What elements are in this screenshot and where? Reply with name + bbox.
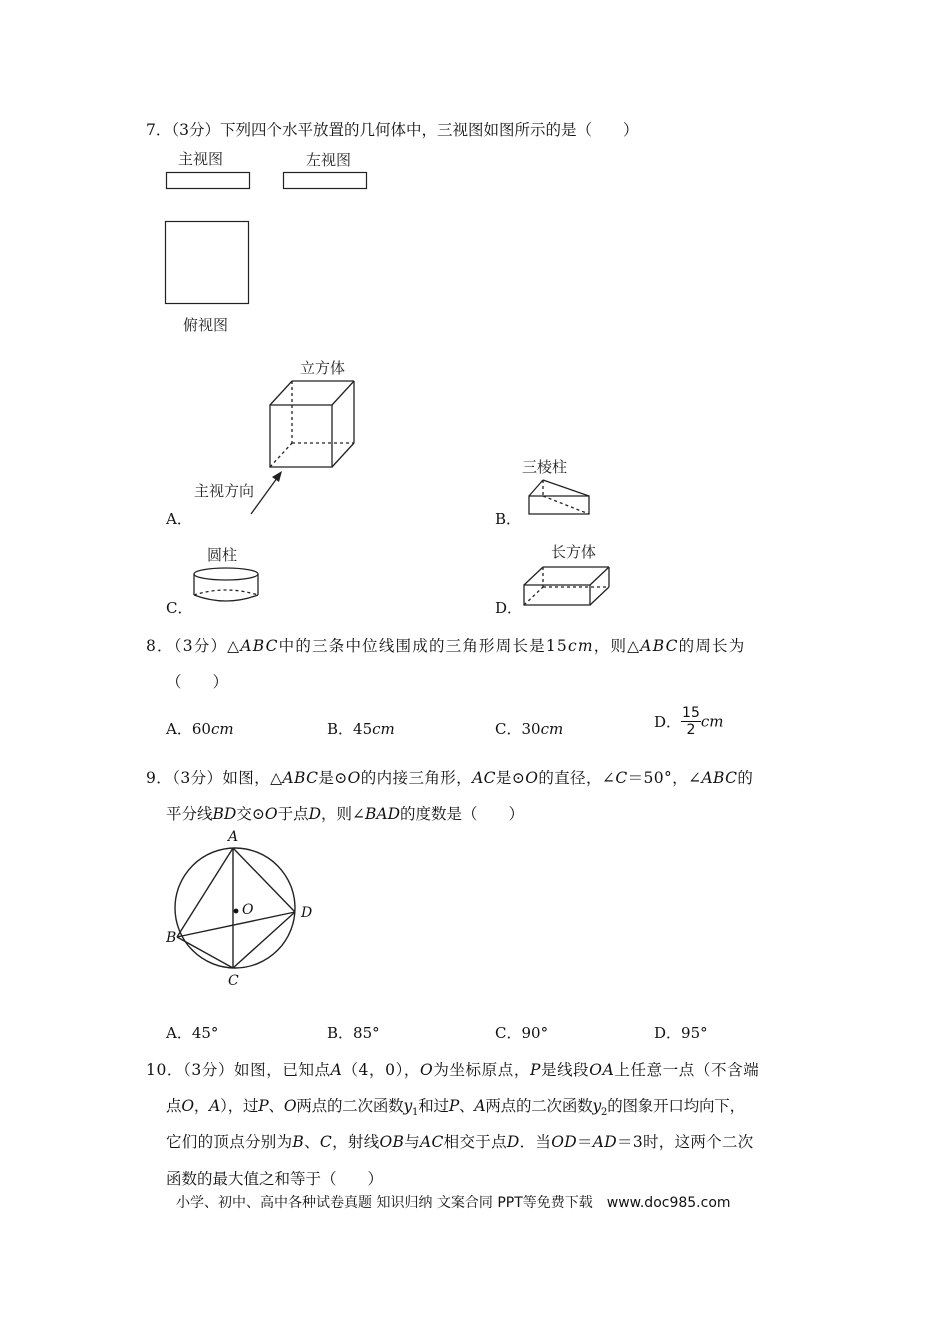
q10-stem-line2: 点O，A），过P、O两点的二次函数$y_1$和过P、A两点的二次函数$y_2$的图象开口均向下， [166,1097,745,1119]
q8-option-a[interactable]: A．60cm [166,720,234,738]
front-view-label: 主视图 [178,150,224,168]
cylinder-label: 圆柱 [207,546,238,564]
q10-stem-line1: 10．（3分）如图，已知点A（4，0），O为坐标原点，P是线段OA上任意一点（不含端 [146,1061,760,1079]
point-o-label: O [242,902,254,918]
q7-option-a[interactable]: A． [166,510,192,528]
point-a-label: A [228,829,239,845]
q9-option-d[interactable]: D．95° [654,1024,708,1042]
q8-abc-1: ABC [240,637,279,655]
q8-paren: （ ） [166,673,229,691]
q10-stem-line4: 函数的最大值之和等于（ ） [166,1170,384,1188]
cube-label: 立方体 [300,359,346,377]
q8-cm: cm [567,637,594,655]
q8-option-b[interactable]: B．45cm [327,720,395,738]
q7-option-b[interactable]: B． [495,510,522,528]
q9-option-c[interactable]: C．90° [495,1024,549,1042]
q8-text-3: ，则△ [593,637,641,655]
q7-option-c[interactable]: C． [166,599,193,617]
prism-label: 三棱柱 [522,458,568,476]
q7-text: （3分）下列四个水平放置的几何体中，三视图如图所示的是（ ） [171,121,639,139]
q8-text-2: 中的三条中位线围成的三角形周长是15 [278,637,568,655]
q9-stem-line2: 平分线BD交⊙O于点D，则∠BAD的度数是（ ） [166,805,525,823]
left-view-label: 左视图 [306,151,352,169]
center-o-dot [234,909,239,914]
q7-number: 7． [146,121,172,139]
circle-o [175,848,295,968]
q7-option-d[interactable]: D． [495,599,523,617]
point-c-label: C [228,973,239,989]
q9-option-a[interactable]: A．45° [166,1024,219,1042]
point-b-label: B [166,930,177,946]
q9-stem-line1: 9．（3分）如图，△ABC是⊙O的内接三角形，AC是⊙O的直径，∠C＝50°，∠ABC的 [146,769,754,787]
top-view-label: 俯视图 [183,316,229,334]
cuboid-label: 长方体 [551,543,597,561]
q9-number: 9． [146,769,173,787]
view-direction-label: 主视方向 [194,482,255,500]
point-d-label: D [301,905,313,921]
q9-option-b[interactable]: B．85° [327,1024,380,1042]
q8-text-1: （3分）△ [173,637,241,655]
side-bc [177,937,233,968]
chord-bd [177,912,295,937]
q8-option-d[interactable]: D． $\frac{15}{2}$ cm [654,705,724,738]
q8-text-4: 的周长为 [678,637,746,655]
q10-number: 10． [146,1061,184,1079]
q8-fraction: $\frac{15}{2}$ [682,705,700,738]
q8-number: 8． [146,637,174,655]
q10-stem-line3: 它们的顶点分别为B、C，射线OB与AC相交于点D．当OD＝AD＝3时，这两个二次 [166,1133,754,1151]
footer-text[interactable]: 小学、初中、高中各种试卷真题 知识归纳 文案合同 PPT等免费下载 www.doc985.com [176,1195,731,1211]
q8-option-c[interactable]: C．30cm [495,720,564,738]
side-ab [177,848,233,937]
q8-abc-2: ABC [640,637,679,655]
